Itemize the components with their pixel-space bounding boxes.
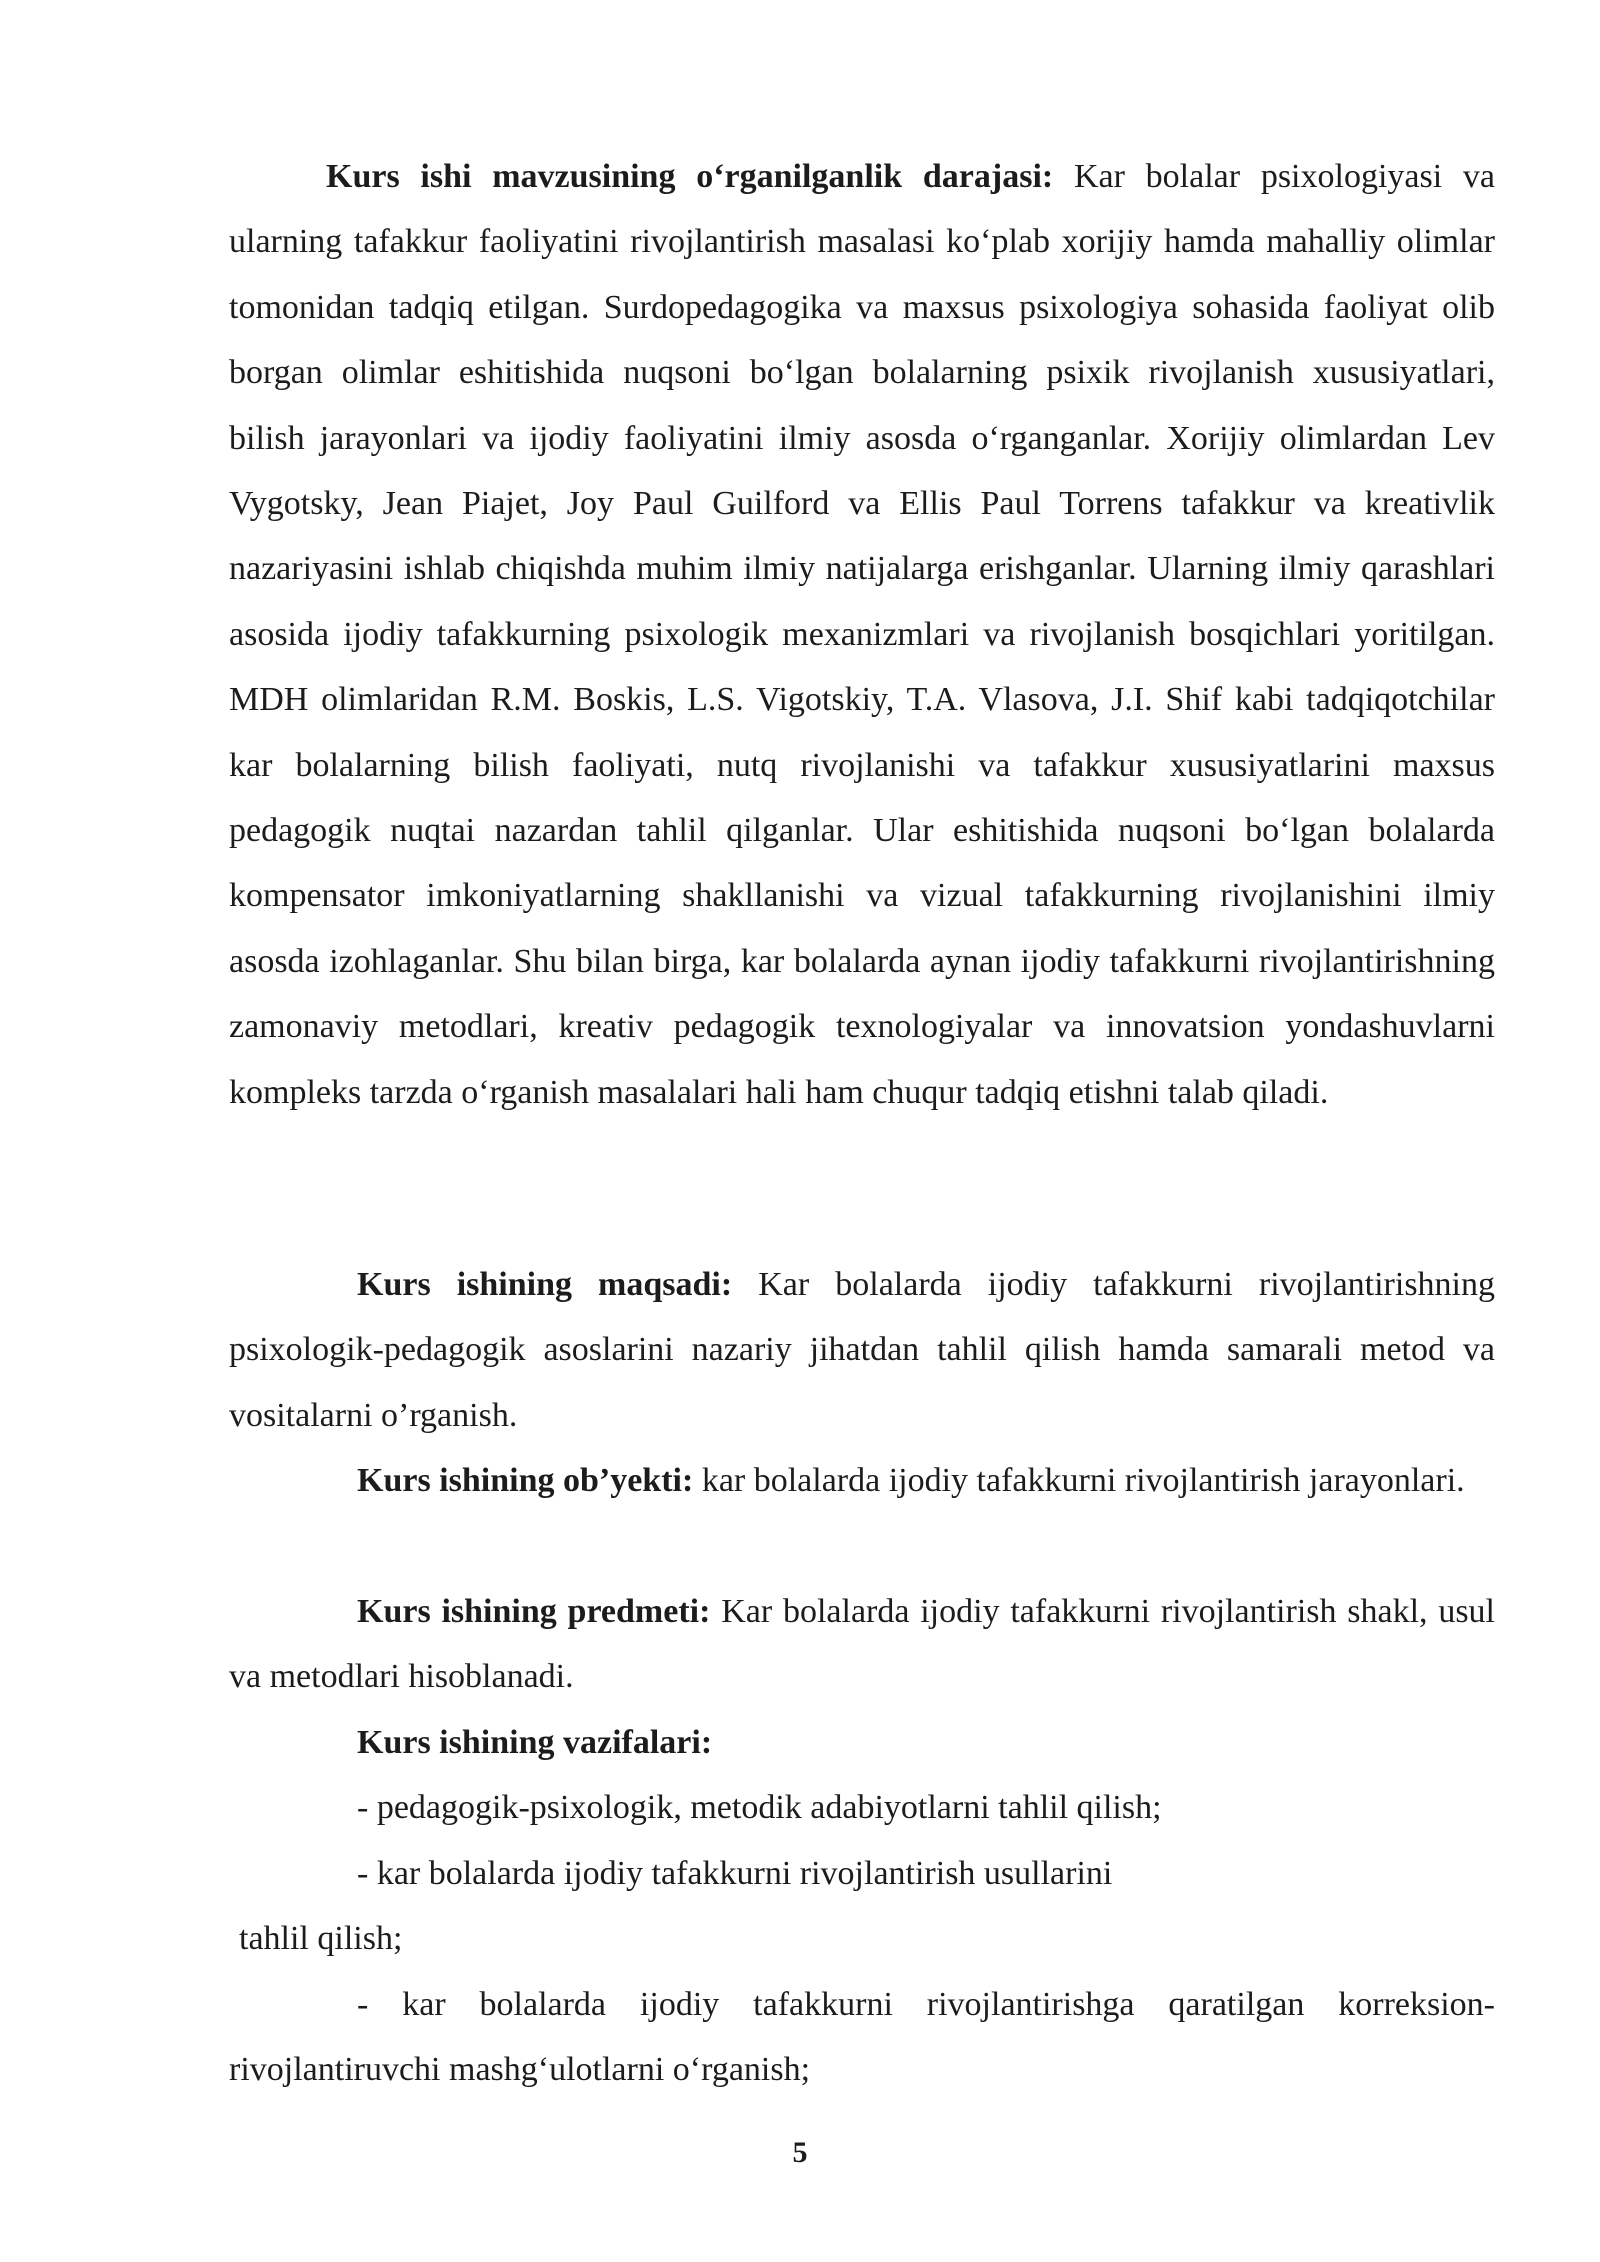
tasks-section — [229, 1710, 1495, 2102]
goal-text: Kar bolalarda ijodiy tafakkurni rivojlantirishning psixologik-pedagogik asoslarini nazariy jihatdan tahlil qilish hamda samarali metod va vositalarni o’rganish. — [229, 1266, 1495, 1434]
subject-text: Kar bolalarda ijodiy tafakkurni rivojlantirish shakl, usul va metodlari hisoblanadi. — [229, 1593, 1495, 1696]
tasks-heading: Kurs ishining vazifalari: — [357, 1724, 713, 1761]
subject-paragraph — [229, 1579, 1495, 1710]
goal-paragraph — [229, 1252, 1495, 1448]
page-number: 5 — [792, 2136, 808, 2169]
list-item-continuation: tahlil qilish; — [239, 1920, 403, 1958]
object-paragraph — [229, 1448, 1495, 1513]
list-item: - kar bolalarda ijodiy tafakkurni rivojlantirishga qaratilgan korreksion-rivojlantiruvchi mashg‘ulotlarni o‘rganish; — [229, 1985, 1495, 2089]
research-level-paragraph — [229, 144, 1495, 1125]
object-text: kar bolalarda ijodiy tafakkurni rivojlantirish jarayonlari. — [693, 1462, 1465, 1499]
goal-heading: Kurs ishining maqsadi: — [357, 1266, 733, 1303]
object-heading: Kurs ishining ob’yekti: — [357, 1462, 694, 1499]
list-item: - pedagogik-psixologik, metodik adabiyotlarni tahlil qilish; — [357, 1789, 1162, 1827]
research-level-text: Kar bolalar psixologiyasi va ularning tafakkur faoliyatini rivojlantirish masalasi ko‘plab xorijiy hamda mahalliy olimlar tomonidan tadqiq etilgan. Surdopedagogika va maxsus psixologiya sohasida faoliyat olib borgan olimlar eshitishida nuqsoni bo‘lgan bolalarning psixik rivojlanish xususiyatlari, bilish jarayonlari va ijodiy faoliyatini ilmiy asosda o‘rganganlar. Xorijiy olimlardan Lev Vygotsky, Jean Piajet, Joy Paul Guilford va Ellis Paul Torrens tafakkur va kreativlik nazariyasini ishlab chiqishda muhim ilmiy natijalarga erishganlar. Ularning ilmiy qarashlari asosida ijodiy tafakkurning psixologik mexanizmlari va rivojlanish bosqichlari yoritilgan. MDH olimlaridan R.M. Boskis, L.S. Vigotskiy, T.A. Vlasova, J.I. Shif kabi tadqiqotchilar kar bolalarning bilish faoliyati, nutq rivojlanishi va tafakkur xususiyatlarini maxsus pedagogik nuqtai nazardan tahlil qilganlar. Ular eshitishida nuqsoni bo‘lgan bolalarda kompensator imkoniyatlarning shakllanishi va vizual tafakkurning rivojlanishini ilmiy asosda izohlaganlar. Shu bilan birga, kar bolalarda aynan ijodiy tafakkurni rivojlantirishning zamonaviy metodlari, kreativ pedagogik texnologiyalar va innovatsion yondashuvlarni kompleks tarzda o‘rganish masalalari hali ham chuqur tadqiq etishni talab qiladi. — [229, 158, 1495, 1111]
research-level-heading: Kurs ishi mavzusining o‘rganilganlik darajasi: — [326, 158, 1054, 195]
subject-heading: Kurs ishining predmeti: — [357, 1593, 711, 1630]
list-item: - kar bolalarda ijodiy tafakkurni rivojlantirish usullarini — [357, 1854, 1113, 1892]
